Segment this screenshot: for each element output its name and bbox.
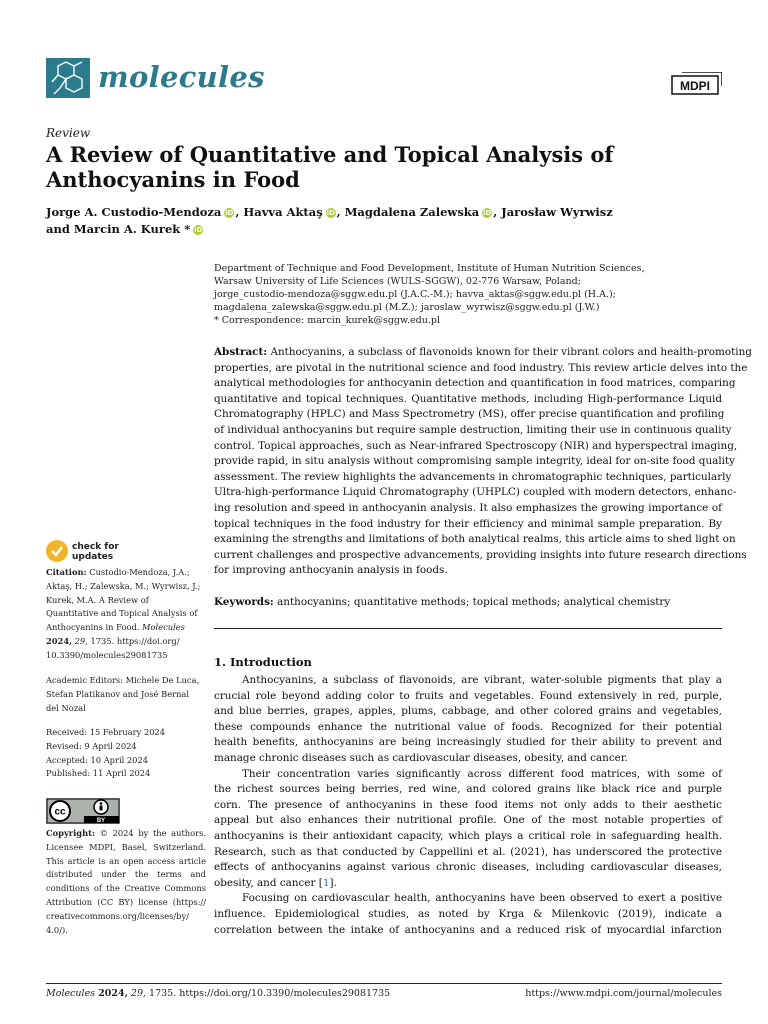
abstract-line: current challenges and prospective advancements, providing insights into future research directions [214, 548, 747, 561]
affiliation [214, 262, 734, 327]
orcid-icon[interactable]: iD [194, 226, 203, 234]
body-line: obesity, and cancer [ [214, 876, 323, 889]
body-line: Anthocyanins, a subclass of flavonoids, are vibrant, water-soluble pigments that play a [242, 674, 722, 686]
cc-by-license-badge[interactable] [46, 798, 120, 824]
keywords [214, 595, 722, 611]
abstract-line: Ultra-high-performance Liquid Chromatography (UHPLC) coupled with modern detectors, enhanc- [214, 486, 737, 499]
copyright-line: distributed under the terms and [46, 869, 206, 880]
abstract [214, 345, 752, 579]
body-line: ]. [329, 876, 337, 889]
abstract-line: control. Topical approaches, such as Near-infrared Spectroscopy (NIR) and hyperspectral imaging, [214, 439, 738, 452]
affiliation-line[interactable]: jorge_custodio-mendoza@sggw.edu.pl (J.A.C.-M.); havva_aktas@sggw.edu.pl (H.A.); [214, 289, 616, 300]
abstract-line: examining the strengths and limitations of both analytical realms, this article aims to shed light on [214, 533, 736, 546]
copyright-line: © 2024 by the authors. [99, 828, 207, 838]
journal-header [46, 58, 726, 102]
footer-journal-url[interactable]: https://www.mdpi.com/journal/molecules [525, 988, 722, 999]
body-line: manage chronic diseases such as cardiovascular diseases, obesity, and cancer. [214, 751, 628, 764]
molecules-logo-icon [46, 58, 90, 98]
body-line: effects of anthocyanins against various chronic diseases, including cardiovascular diseases, [214, 861, 722, 874]
body-line: anthocyanins is their antioxidant capacity, which plays a critical role in safeguarding health. [214, 829, 722, 842]
revised-date: Revised: 9 April 2024 [46, 740, 137, 751]
body-line: appeal but also enhances their nutritional profile. One of the most notable properties of [214, 814, 722, 827]
author-name[interactable]: Havva Aktaş [243, 205, 323, 219]
footer-journal: Molecules [46, 988, 96, 999]
author-list: Jorge A. Custodio-Mendoza iD , Havva Aktaş iD , Magdalena Zalewska iD , Jarosław Wyrwisz and Marcin A. Kurek * iD [46, 205, 613, 236]
author-conjunction: and [46, 222, 70, 236]
citation-block [46, 566, 206, 663]
copyright-label: Copyright: [46, 828, 96, 838]
abstract-line: provide rapid, in situ analysis without compromising sample integrity, ideal for on-site food quality [214, 455, 736, 468]
author-name[interactable]: Jorge A. Custodio-Mendoza [46, 205, 222, 219]
check-for-updates-button[interactable] [46, 540, 146, 564]
body-line: corn. The presence of anthocyanins in these food items not only adds to their aesthetic [214, 798, 722, 811]
author-name[interactable]: Jarosław Wyrwisz [501, 205, 613, 219]
citation-line: Quantitative and Topical Analysis of [46, 608, 198, 619]
body-line: and blue berries, grapes, apples, plums, cabbage, and other colored grains and vegetables, [214, 705, 722, 718]
keywords-label: Keywords: [214, 596, 274, 608]
abstract-line: ing resolution and speed in anthocyanin analysis. It also emphasizes the growing importance of [214, 501, 722, 514]
accepted-date: Accepted: 10 April 2024 [46, 754, 149, 765]
footer-divider [46, 983, 722, 984]
citation-doi[interactable]: 1735. https://doi.org/ [90, 635, 180, 646]
abstract-label: Abstract: [214, 346, 268, 358]
article-type: Review [46, 126, 91, 140]
abstract-line: quantitative and topical techniques. Quantitative methods, including High-performance Liquid [214, 392, 722, 405]
footer-year: 2024, [98, 988, 128, 999]
body-line: the richest sources being berries, red wine, and colored grains like black rice and purple [214, 783, 722, 796]
correspondence-line[interactable]: * Correspondence: marcin_kurek@sggw.edu.pl [214, 315, 441, 326]
citation-line: Kurek, M.A. A Review of [46, 594, 149, 605]
body-line: Focusing on cardiovascular health, anthocyanins have been observed to exert a positive [242, 892, 722, 905]
citation-line: Aktaş, H.; Zalewska, M.; Wyrwisz, J.; [46, 580, 201, 591]
copyright-line[interactable]: creativecommons.org/licenses/by/ [46, 910, 189, 921]
abstract-line: for improving anthocyanin analysis in foods. [214, 564, 448, 577]
received-date: Received: 15 February 2024 [46, 727, 166, 737]
body-line: crucial role beyond adding color to fruits and vegetables. Found extensively in red, purple, [214, 689, 722, 702]
copyright-line[interactable]: 4.0/). [46, 924, 68, 935]
affiliation-line: Department of Technique and Food Development, Institute of Human Nutrition Sciences, [214, 263, 645, 274]
editors-line: Stefan Platikanov and José Bernal [46, 688, 190, 699]
reference-link[interactable]: 1 [322, 876, 330, 889]
body-line: correlation between the intake of anthocyanins and a reduced risk of myocardial infarction [214, 923, 722, 936]
copyright-line: conditions of the Creative Commons [46, 883, 206, 894]
check-updates-icon [46, 540, 68, 562]
title-line: A Review of Quantitative and Topical Analysis of [46, 142, 614, 167]
author-name[interactable]: Magdalena Zalewska [344, 205, 480, 219]
abstract-line: Anthocyanins, a subclass of flavonoids known for their vibrant colors and health-promoting [270, 346, 752, 358]
copyright-line: This article is an open access article [46, 855, 206, 866]
abstract-line: properties, are pivotal in the nutritional science and food industry. This review article delves into the [214, 361, 748, 374]
footer-citation [46, 988, 390, 999]
section-divider [214, 628, 722, 629]
citation-line: Custodio-Mendoza, J.A.; [89, 567, 190, 577]
cc-text: cc [54, 806, 66, 818]
abstract-line: assessment. The review highlights the advancements in chromatographic techniques, particularly [214, 470, 732, 483]
body-line: health benefits, anthocyanins are being increasingly studied for their ability to prevent and [214, 736, 722, 749]
footer-volume: 29, [130, 988, 147, 999]
author-name[interactable]: Marcin A. Kurek * [73, 222, 191, 236]
copyright-line: Licensee MDPI, Basel, Switzerland. [46, 841, 206, 852]
orcid-icon[interactable]: iD [483, 209, 492, 217]
citation-year: 2024, [46, 635, 72, 646]
by-text: BY [96, 818, 106, 824]
orcid-icon[interactable]: iD [326, 209, 335, 217]
check-updates-label: updates [72, 552, 114, 562]
academic-editors [46, 674, 206, 715]
affiliation-line[interactable]: magdalena_zalewska@sggw.edu.pl (M.Z.); jaroslaw_wyrwisz@sggw.edu.pl (J.W.) [214, 302, 600, 313]
citation-doi[interactable]: 10.3390/molecules29081735 [46, 649, 168, 660]
editors-line: Academic Editors: Michele De Luca, [46, 675, 200, 685]
mdpi-logo [668, 72, 722, 98]
footer-doi[interactable]: 1735. https://doi.org/10.3390/molecules29081735 [149, 988, 391, 999]
body-line: these compounds enhance the nutritional value of foods. Recognized for their potential [214, 720, 722, 733]
citation-journal: Molecules [142, 622, 185, 633]
copyright-block [46, 827, 206, 937]
citation-volume: 29, [74, 635, 88, 646]
article-title [46, 142, 686, 192]
journal-name: molecules [98, 60, 265, 94]
check-updates-label: check for [72, 542, 119, 552]
editors-line: del Nozal [46, 702, 86, 713]
article-dates [46, 726, 206, 781]
copyright-line[interactable]: Attribution (CC BY) license (https:// [46, 896, 206, 907]
body-line: influence. Epidemiological studies, as noted by Krga & Milenkovic (2019), indicate a [214, 907, 722, 920]
citation-line: Anthocyanins in Food. [46, 622, 140, 633]
abstract-line: Chromatography (HPLC) and Mass Spectrometry (MS), offer precise quantification and profiling [214, 408, 725, 421]
abstract-line: of individual anthocyanins but require sample destruction, limiting their use in continuous quality [214, 423, 732, 436]
published-date: Published: 11 April 2024 [46, 768, 151, 779]
citation-label: Citation: [46, 567, 87, 577]
title-line: Anthocyanins in Food [46, 167, 300, 192]
section-heading-introduction: 1. Introduction [214, 655, 312, 669]
body-line: Research, such as that conducted by Cappellini et al. (2021), has underscored the protective [214, 845, 722, 858]
abstract-line: analytical methodologies for anthocyanin detection and quantification in food matrices, comparing [214, 377, 736, 390]
keywords-text: anthocyanins; quantitative methods; topical methods; analytical chemistry [277, 596, 671, 608]
orcid-icon[interactable]: iD [225, 209, 234, 217]
introduction-body [214, 673, 722, 938]
publisher-name: MDPI [680, 79, 710, 93]
abstract-line: topical techniques in the food industry for their efficiency and minimal sample preparation. By [214, 517, 722, 530]
body-line: Their concentration varies significantly across different food matrices, with some of [242, 767, 722, 780]
affiliation-line: Warsaw University of Life Sciences (WULS-SGGW), 02-776 Warsaw, Poland; [214, 276, 581, 287]
